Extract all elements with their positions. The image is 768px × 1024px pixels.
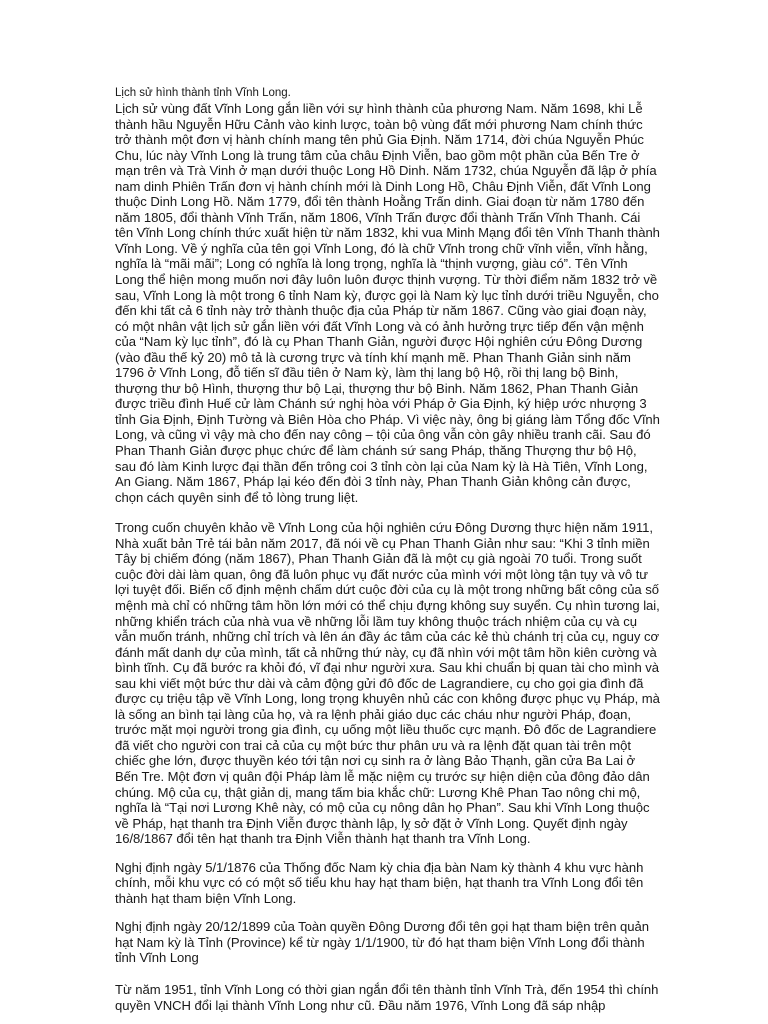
document-title: Lịch sử hình thành tỉnh Vĩnh Long. xyxy=(115,87,291,99)
paragraph-history-overview: Lịch sử vùng đất Vĩnh Long gắn liền với sự hình thành của phương Nam. Năm 1698, khi Lễ thành hầu Nguyễn Hữu Cảnh vào kinh lược, toàn bộ vùng đất mới phương Nam chính thức trở thành một đơn vị hành chính mang tên phủ Gia Định. Năm 1714, đời chúa Nguyễn Phúc Chu, lúc này Vĩnh Long là trung tâm của châu Định Viễn, bao gồm một phần của Bến Tre ở mạn trên và Trà Vinh ở mạn dưới thuộc Long Hồ Dinh. Năm 1732, chúa Nguyễn đã lập ở phía nam dinh Phiên Trấn đơn vị hành chính mới là Dinh Long Hồ, Châu Định Viễn, đất Vĩnh Long thuộc Dinh Long Hồ. Năm 1779, đổi tên thành Hoằng Trấn dinh. Giai đoạn từ năm 1780 đến năm 1805, đổi thành Vĩnh Trấn, năm 1806, Vĩnh Trấn được đổi thành Trấn Vĩnh Thanh. Cái tên Vĩnh Long chính thức xuất hiện từ năm 1832, khi vua Minh Mạng đổi tên Vĩnh Thanh thành Vĩnh Long. Về ý nghĩa của tên gọi Vĩnh Long, đó là chữ Vĩnh trong chữ vĩnh viễn, vĩnh hằng, nghĩa là “mãi mãi”; Long có nghĩa là long trọng, nghĩa là “thịnh vượng, giàu có”. Tên Vĩnh Long thể hiện mong muốn nơi đây luôn luôn được thịnh vượng. Từ thời điểm năm 1832 trở về sau, Vĩnh Long là một trong 6 tỉnh Nam kỳ, được gọi là Nam kỳ lục tỉnh dưới triều Nguyễn, cho đến khi tất cả 6 tỉnh này trở thành thuộc địa của Pháp từ năm 1867. Cũng vào giai đoạn này, có một nhân vật lịch sử gắn liền với đất Vĩnh Long và có ảnh hưởng trực tiếp đến vận mệnh của “Nam kỳ lục tỉnh”, đó là cụ Phan Thanh Giản, người được Hội nghiên cứu Đông Dương (vào đầu thế kỷ 20) mô tả là cương trực và tính khí mạnh mẽ. Phan Thanh Giản sinh năm 1796 ở Vĩnh Long, đỗ tiến sĩ đầu tiên ở Nam kỳ, làm thị lang bộ Hộ, rồi thị lang bộ Binh, thượng thư bộ Hình, thượng thư bộ Lại, thượng thư bộ Binh. Năm 1862, Phan Thanh Giản được triều đình Huế cử làm Chánh sứ nghị hòa với Pháp ở Gia Định, ký hiệp ước nhượng 3 tỉnh Gia Định, Định Tường và Biên Hòa cho Pháp. Vì việc này, ông bị giáng làm Tổng đốc Vĩnh Long, và cũng vì vậy mà cho đến nay công – tội của ông vẫn còn gây nhiều tranh cãi. Sau đó Phan Thanh Giản được phục chức để làm chánh sứ sang Pháp, thăng Thượng thư bộ Hộ, sau đó làm Kinh lược đại thần đến trông coi 3 tỉnh còn lại của Nam kỳ là Hà Tiên, Vĩnh Long, An Giang. Năm 1867, Pháp lại kéo đến đòi 3 tỉnh này, Phan Thanh Giản không cản được, chọn cách quyên sinh để tỏ lòng trung liệt. xyxy=(115,101,660,505)
paragraph-decree-1876: Nghị định ngày 5/1/1876 của Thống đốc Nam kỳ chia địa bàn Nam kỳ thành 4 khu vực hành chính, mỗi khu vực có có một số tiểu khu hay hạt tham biện, hạt thanh tra Vĩnh Long đổi tên thành hạt tham biện Vĩnh Long. xyxy=(115,859,644,906)
paragraph-decree-1899: Nghị định ngày 20/12/1899 của Toàn quyền Đông Dương đổi tên gọi hạt tham biện trên quản hạt Nam kỳ là Tỉnh (Province) kể từ ngày 1/1/1900, từ đó hạt tham biện Vĩnh Long đổi thành tỉnh Vĩnh Long xyxy=(115,919,649,966)
paragraph-phan-thanh-gian: Trong cuốn chuyên khảo về Vĩnh Long của hội nghiên cứu Đông Dương thực hiện năm 1911, Nhà xuất bản Trẻ tái bản năm 2017, đã nói về cụ Phan Thanh Giản như sau: “Khi 3 tỉnh miền Tây bị chiếm đóng (năm 1867), Phan Thanh Giản đã là một cụ già ngoài 70 tuổi. Trong suốt cuộc đời dài làm quan, ông đã luôn phục vụ đất nước của mình với một lòng tận tụy và vô tư lợi tuyệt đối. Biến cố định mệnh chấm dứt cuộc đời của cụ là một trong những bất công của số mệnh mà chỉ có những tâm hồn lớn mới có thể chịu đựng không suy suyển. Cụ nhìn tương lai, những khiển trách của nhà vua về những lỗi lầm tuy không thuộc trách nhiệm của cụ và cụ vẫn muốn tránh, những chỉ trích và lên án đầy ác tâm của các kẻ thù chánh trị của cụ, nguy cơ đánh mất danh dự của mình, tất cả những thứ này, cụ đã nhìn với một tâm hồn kiên cường và bình tĩnh. Cụ đã bước ra khỏi đó, vĩ đại như người xưa. Sau khi chuẩn bị quan tài cho mình và sau khi viết một bức thư dài và cảm động gửi đô đốc de Lagrandiere, cụ cho gọi gia đình đã được cụ triệu tập về Vĩnh Long, long trọng khuyên nhủ các con không được phục vụ Pháp, mà là sống an bình tại làng của họ, và ra lệnh phải giáo dục các cháu như người Pháp, đoạn, trước mặt mọi người trong gia đình, cụ uống một liều thuốc cực mạnh. Đô đốc de Lagrandiere đã viết cho người con trai cả của cụ một bức thư phân ưu và ra lệnh đặt quan tài trên một chiếc ghe lớn, được thuyền kéo tới tận nơi cụ sinh ra ở làng Bảo Thạnh, gần cửa Ba Lai ở Bến Tre. Một đơn vị quân đội Pháp làm lễ mặc niệm cụ trước sự hiện diện của đông đảo dân chúng. Mộ của cụ, thật giản dị, mang tấm bia khắc chữ: Lương Khê Phan Tao nông chi mộ, nghĩa là “Tại nơi Lương Khê này, có mộ của cụ nông dân họ Phan”. Sau khi Vĩnh Long thuộc về Pháp, hạt thanh tra Định Viễn được thành lập, lỵ sở đặt ở Vĩnh Long. Quyết định ngày 16/8/1867 đổi tên hạt thanh tra Định Viễn thành hạt thanh tra Vĩnh Long. xyxy=(115,520,660,847)
paragraph-1951-onward: Từ năm 1951, tỉnh Vĩnh Long có thời gian ngắn đổi tên thành tỉnh Vĩnh Trà, đến 1954 thì chính quyền VNCH đổi lại thành Vĩnh Long như cũ. Đầu năm 1976, Vĩnh Long đã sáp nhập xyxy=(115,981,659,1013)
